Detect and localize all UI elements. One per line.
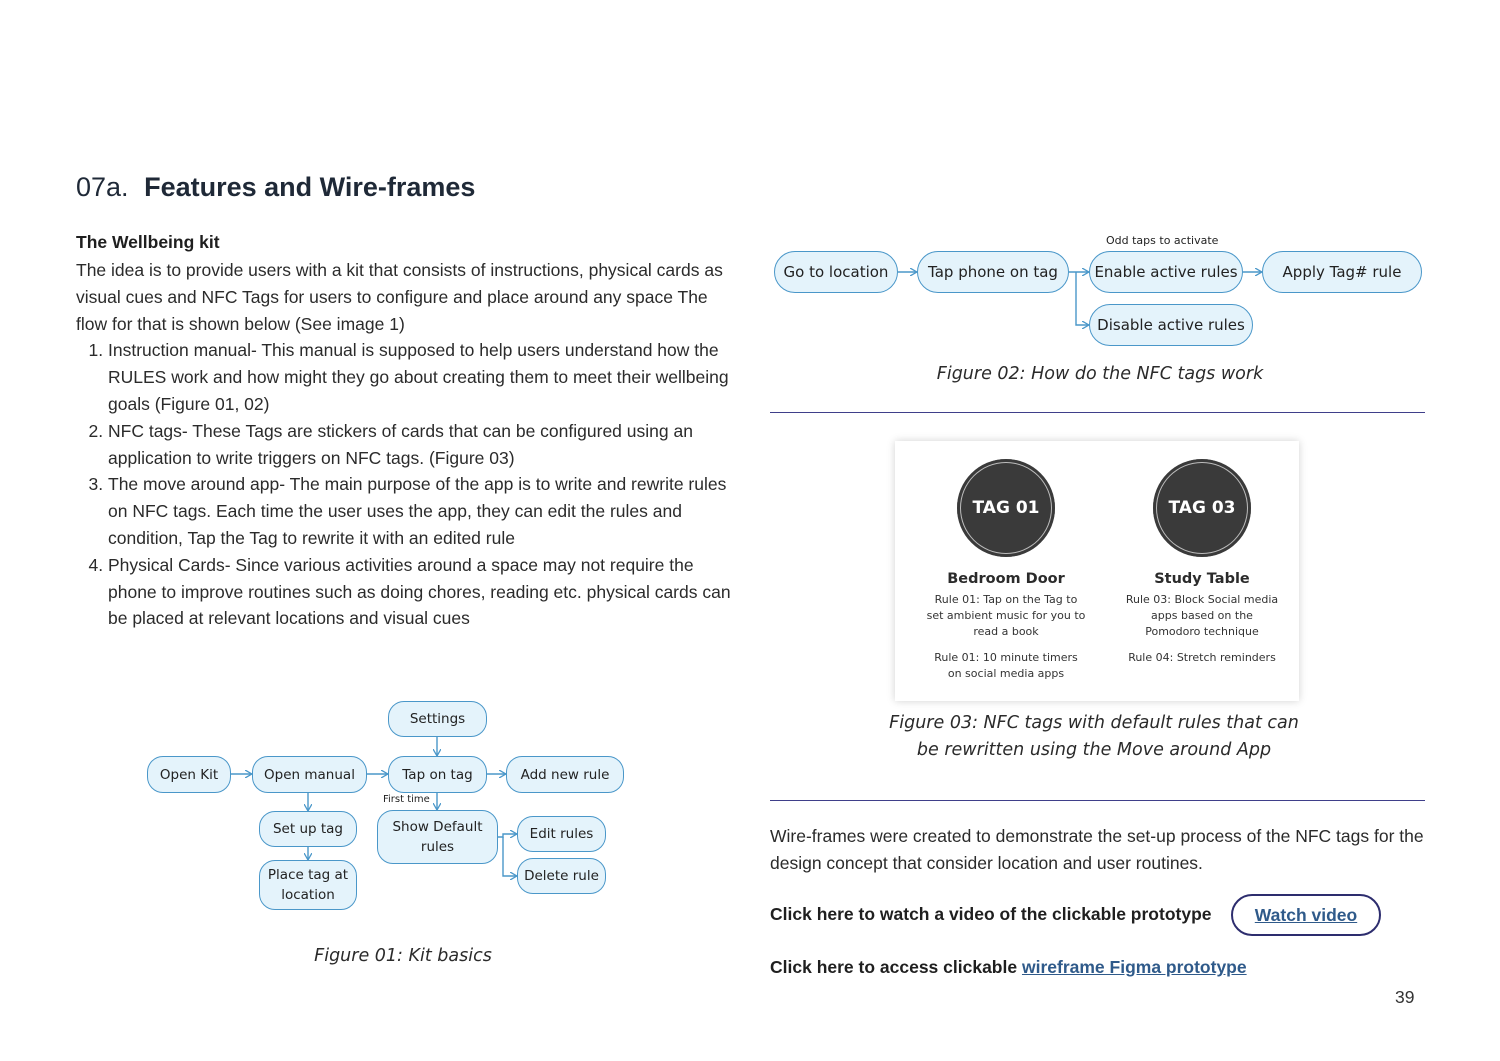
odd-taps-label: Odd taps to activate — [1106, 234, 1219, 247]
node-add-new-rule: Add new rule — [506, 756, 624, 793]
node-disable-active-rules: Disable active rules — [1089, 304, 1253, 346]
divider — [770, 412, 1425, 413]
tag-03-rule-a: Rule 03: Block Social media apps based on the Pomodoro technique — [1125, 593, 1279, 638]
node-settings: Settings — [388, 701, 487, 737]
node-tap-phone-on-tag: Tap phone on tag — [917, 251, 1069, 293]
wellbeing-kit-subheading: The Wellbeing kit — [76, 232, 220, 252]
tag-03-badge: TAG 03 — [1153, 459, 1251, 557]
intro-paragraph: The idea is to provide users with a kit that consists of instructions, physical cards as visual cues and NFC Tags for users to configure and place around any space The flow for that is shown below (See image 1) — [76, 260, 723, 334]
node-tap-on-tag: Tap on tag — [388, 756, 487, 793]
video-cta-text: Click here to watch a video of the clickable prototype — [770, 904, 1212, 924]
list-item: 3. The move around app- The main purpose of the app is to write and rewrite rules on NFC tags. Each time the user uses the app, they can edit the rules and condition, Tap the Tag to rewrite it with an edited rule — [108, 471, 736, 551]
node-apply-tag-rule: Apply Tag# rule — [1262, 251, 1422, 293]
wireframe-description: Wire-frames were created to demonstrate the set-up process of the NFC tags for the design concept that consider location and user routines. — [770, 826, 1424, 873]
node-delete-rule: Delete rule — [517, 858, 606, 894]
figma-prototype-link[interactable]: wireframe Figma prototype — [1021, 957, 1247, 977]
tag-01-name: Bedroom Door — [947, 571, 1065, 587]
node-edit-rules: Edit rules — [517, 816, 606, 852]
node-open-manual: Open manual — [252, 756, 367, 793]
figure-02-caption: Figure 02: How do the NFC tags work — [936, 364, 1264, 384]
list-item: 1. Instruction manual- This manual is supposed to help users understand how the RULES work and how might they go about creating them to meet their wellbeing goals (Figure 01, 02) — [108, 337, 736, 417]
tag-01-rule-b: Rule 01: 10 minute timers on social media apps — [934, 651, 1078, 680]
section-title: Features and Wire-frames — [144, 172, 476, 202]
figure-03-caption: Figure 03: NFC tags with default rules that can be rewritten using the Move around App — [889, 713, 1299, 760]
node-show-default-rules: Show Default rules — [377, 810, 498, 864]
divider — [770, 800, 1425, 801]
tag-03-rule-b: Rule 04: Stretch reminders — [1128, 651, 1276, 664]
tag-01-badge: TAG 01 — [957, 459, 1055, 557]
figure-03-tag-card — [895, 441, 1299, 701]
list-item: 4. Physical Cards- Since various activities around a space may not require the phone to improve routines such as doing chores, reading etc. physical cards can be placed at relevant locations and visual cues — [108, 552, 736, 632]
node-enable-active-rules: Enable active rules — [1089, 251, 1243, 293]
tag-03-name: Study Table — [1154, 571, 1250, 587]
figma-cta-text: Click here to access clickable — [770, 957, 1018, 977]
node-go-to-location: Go to location — [774, 251, 898, 293]
node-place-tag-at-location: Place tag at location — [259, 860, 357, 910]
section-number: 07a. — [76, 172, 129, 202]
figure-01-caption: Figure 01: Kit basics — [314, 946, 492, 966]
page-number: 39 — [1395, 987, 1415, 1007]
watch-video-button[interactable]: Watch video — [1231, 894, 1381, 936]
first-time-label: First time — [383, 794, 430, 805]
figma-cta — [770, 957, 1247, 978]
list-item: 2. NFC tags- These Tags are stickers of cards that can be configured using an application to write triggers on NFC tags. (Figure 03) — [108, 418, 736, 472]
node-open-kit: Open Kit — [147, 756, 231, 793]
tag-01-rule-a: Rule 01: Tap on the Tag to set ambient music for you to read a book — [926, 593, 1086, 638]
node-set-up-tag: Set up tag — [259, 811, 357, 847]
